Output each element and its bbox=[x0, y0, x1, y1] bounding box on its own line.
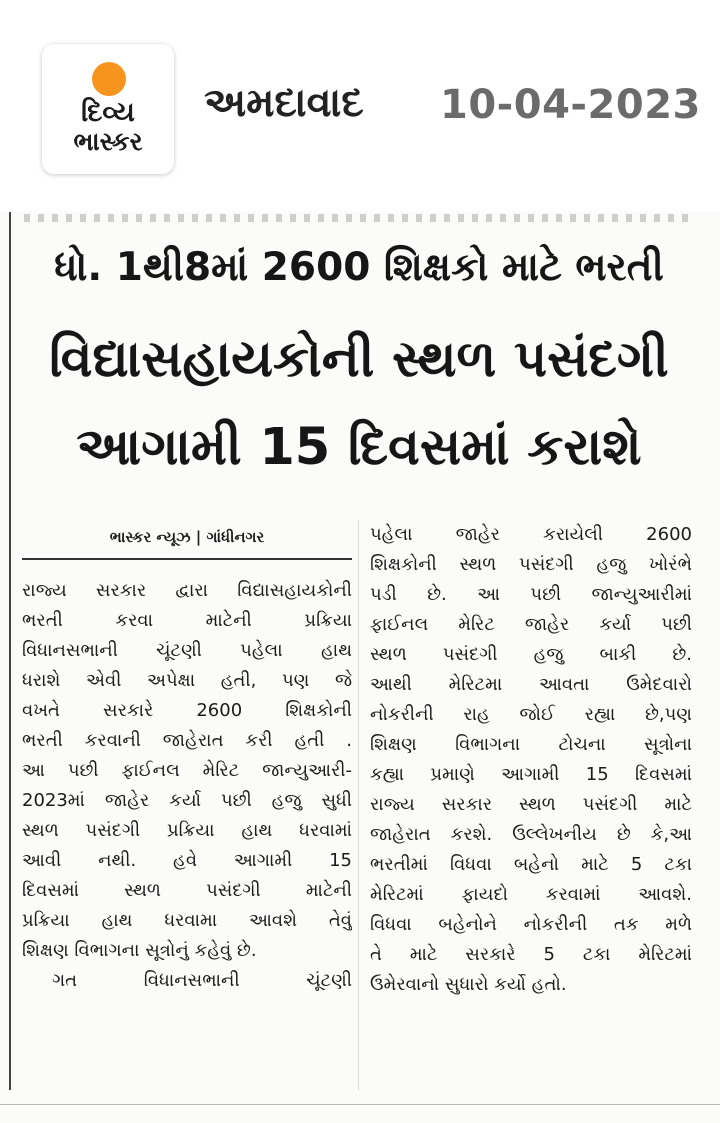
body-line: ભરતી કરવાની જાહેરાત કરી હતી . bbox=[22, 730, 352, 751]
headline-line-3: આગામી 15 દિવસમાં કરાશે bbox=[76, 418, 642, 477]
logo-text-line1: દિવ્ય bbox=[81, 97, 135, 128]
body-line: વિધાનસભાની ચૂંટણી પહેલા હાથ bbox=[22, 640, 352, 661]
body-line: તે માટે સરકારે 5 ટકા મેરિટમાં bbox=[370, 944, 692, 965]
body-line: દિવસમાં સ્થળ પસંદગી માટેની bbox=[22, 880, 352, 901]
column-divider bbox=[358, 520, 359, 1090]
body-line: રાજ્ય સરકાર સ્થળ પસંદગી માટે bbox=[370, 794, 692, 815]
clipping-bottom-border bbox=[0, 1104, 720, 1105]
body-line: શિક્ષણ વિભાગના ટોચના સૂત્રોના bbox=[370, 734, 692, 755]
headline-line-2: વિદ્યાસહાયકોની સ્થળ પસંદગી bbox=[49, 330, 669, 389]
edition-city: અમદાવાદ bbox=[204, 80, 364, 126]
body-line: શિક્ષકોની સ્થળ પસંદગી હજુ ખોરંભે bbox=[370, 554, 692, 575]
byline: ભાસ્કર ન્યૂઝ | ગાંધીનગર bbox=[109, 528, 265, 546]
body-line: વખતે સરકારે 2600 શિક્ષકોની bbox=[22, 700, 352, 721]
body-line: કહ્યા પ્રમાણે આગામી 15 દિવસમાં bbox=[370, 764, 692, 785]
body-line: આ પછી ફાઈનલ મેરિટ જાન્યુઆરી- bbox=[22, 760, 352, 781]
body-line: આથી મેરિટમા આવતા ઉમેદવારો bbox=[370, 674, 692, 695]
body-line: પહેલા જાહેર કરાયેલી 2600 bbox=[370, 524, 692, 545]
body-line: પ્રક્રિયા હાથ ધરવામા આવશે તેવું bbox=[22, 910, 352, 931]
body-line: નોકરીની રાહ જોઈ રહ્યા છે,પણ bbox=[370, 704, 692, 725]
body-line: રાજ્ય સરકાર દ્વારા વિદ્યાસહાયકોની bbox=[22, 580, 352, 601]
body-line: ભરતીમાં વિધવા બહેનો માટે 5 ટકા bbox=[370, 854, 692, 875]
divya-bhaskar-logo bbox=[42, 44, 174, 174]
clipping-left-border bbox=[9, 212, 11, 1090]
body-line: ઉમેરવાનો સુધારો કર્યો હતો. bbox=[370, 974, 567, 995]
body-line: ભરતી કરવા માટેની પ્રક્રિયા bbox=[22, 610, 352, 631]
byline-rule bbox=[22, 558, 352, 560]
body-line: ગત વિધાનસભાની ચૂંટણી bbox=[52, 970, 352, 991]
header bbox=[0, 0, 720, 200]
body-line: જાહેરાત કરશે. ઉલ્લેખનીય છે કે,આ bbox=[370, 824, 692, 845]
body-line: વિધવા બહેનોને નોકરીની તક મળે bbox=[370, 914, 692, 935]
body-line: આવી નથી. હવે આગામી 15 bbox=[22, 850, 352, 871]
edition-date: 10-04-2023 bbox=[440, 82, 701, 128]
logo-text-line2: ભાસ્કર bbox=[73, 127, 143, 156]
sun-dot-icon bbox=[92, 62, 126, 96]
article-column-2 bbox=[370, 520, 692, 1000]
body-line: સ્થળ પસંદગી પ્રક્રિયા હાથ ધરવામાં bbox=[22, 820, 352, 841]
body-line: 2023માં જાહેર કર્યા પછી હજુ સુધી bbox=[22, 790, 352, 811]
body-line: સ્થળ પસંદગી હજુ બાકી છે. bbox=[370, 644, 692, 665]
body-line: ધરાશે એવી અપેક્ષા હતી, પણ જે bbox=[22, 670, 352, 691]
headline-line-1: ધો. 1થી8માં 2600 શિક્ષકો માટે ભરતી bbox=[54, 245, 664, 290]
body-line: શિક્ષણ વિભાગના સૂત્રોનું કહેવું છે. bbox=[22, 940, 257, 961]
torn-edge-remnant bbox=[24, 214, 694, 222]
body-line: પડી છે. આ પછી જાન્યુઆરીમાં bbox=[370, 584, 692, 605]
body-line: મેરિટમાં ફાયદો કરવામાં આવશે. bbox=[370, 884, 692, 905]
body-line: ફાઈનલ મેરિટ જાહેર કર્યા પછી bbox=[370, 614, 692, 635]
article-column-1 bbox=[22, 520, 352, 996]
